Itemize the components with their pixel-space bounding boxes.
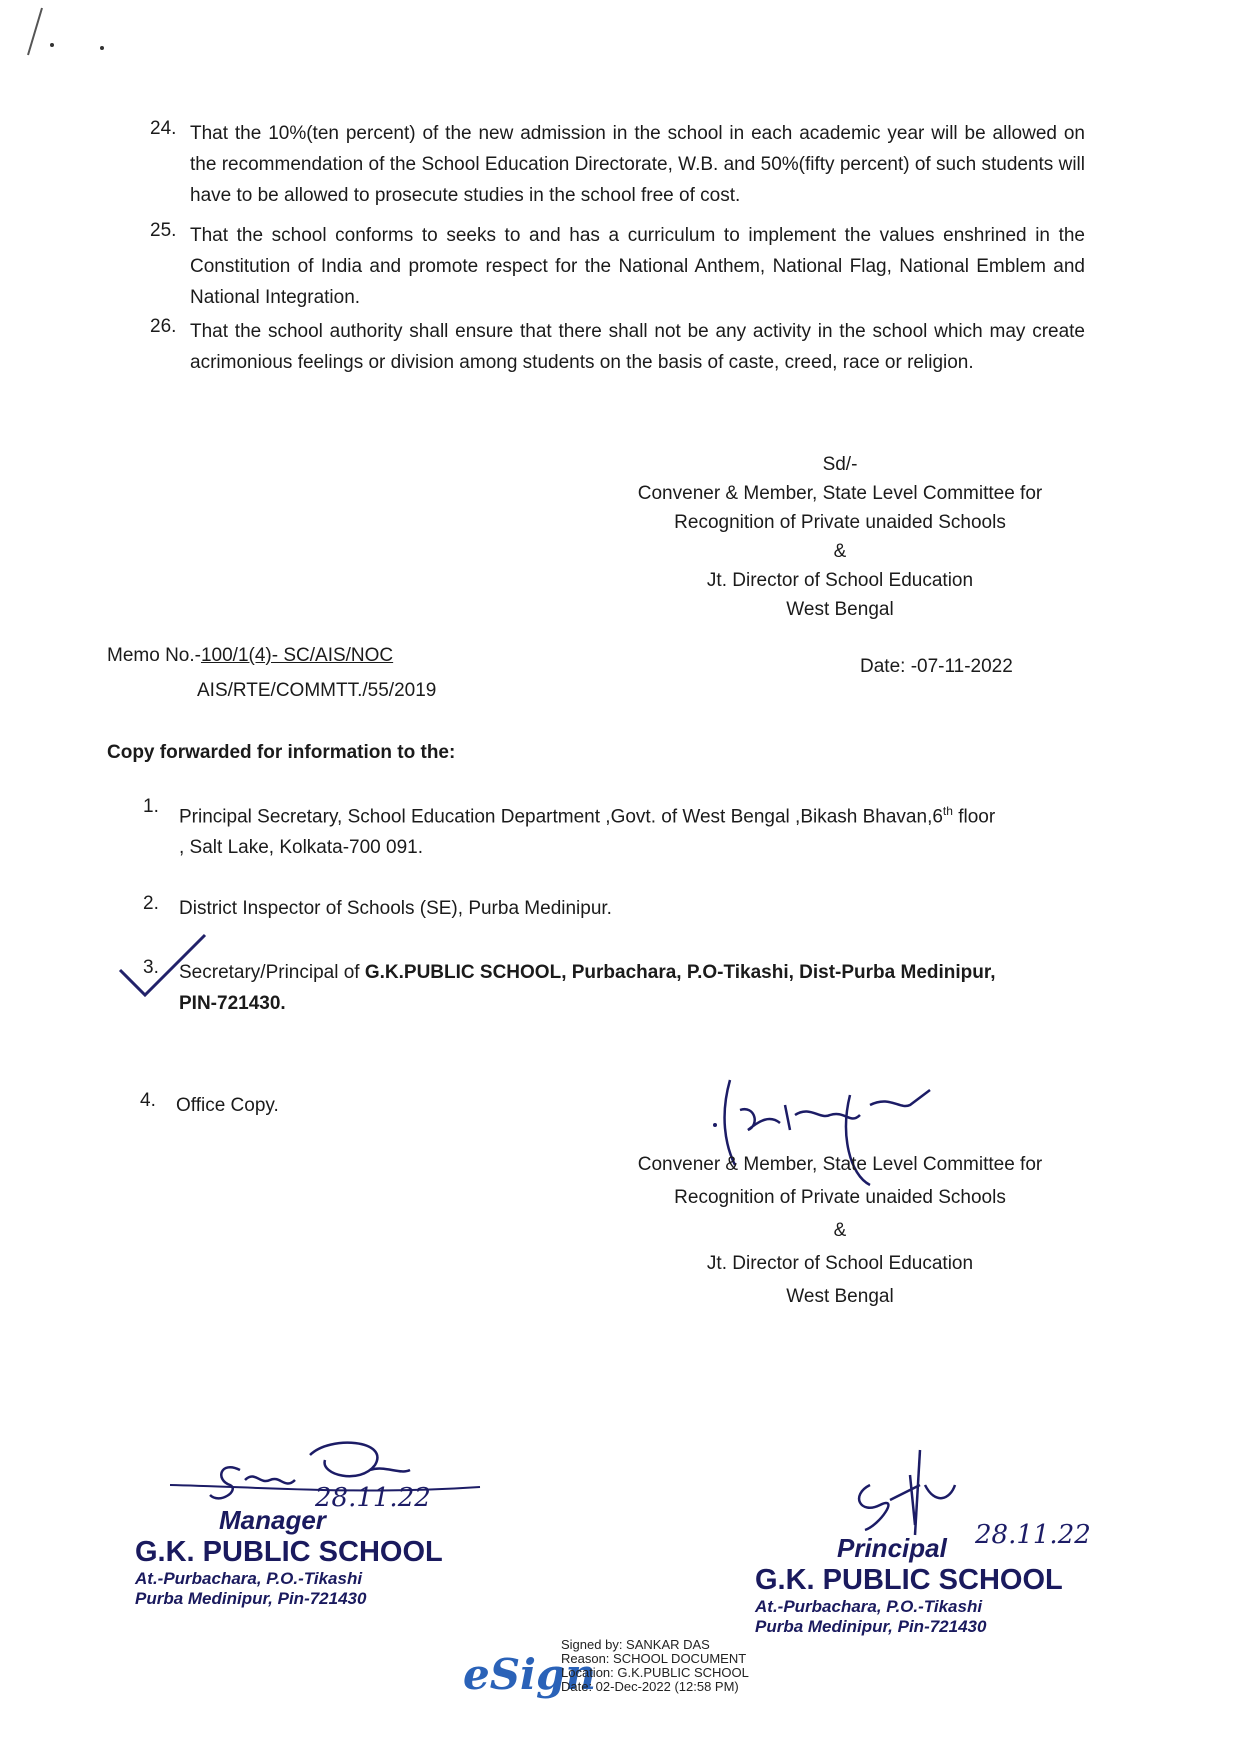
memo-prefix: Memo No.- xyxy=(107,645,201,666)
signatory-title-line2: Recognition of Private unaided Schools xyxy=(674,512,1006,533)
list-text-bold: G.K.PUBLIC SCHOOL, Purbachara, P.O-Tikashi, Dist-Purba Medinipur, xyxy=(364,962,996,983)
memo-ref: 100/1(4)- SC/AIS/NOC xyxy=(200,645,394,666)
memo-ref-line2: AIS/RTE/COMMTT./55/2019 xyxy=(197,680,437,701)
ampersand: & xyxy=(833,541,847,562)
ampersand: & xyxy=(833,1220,847,1241)
stamp-address1: At.-Purbachara, P.O.-Tikashi xyxy=(755,1597,983,1616)
manager-stamp xyxy=(135,1505,443,1609)
signatory-title-line1: Convener & Member, State Level Committee for xyxy=(637,483,1043,504)
memo-date: Date: -07-11-2022 xyxy=(860,656,1013,677)
list-text-lead: Secretary/Principal of xyxy=(179,962,365,983)
principal-stamp xyxy=(755,1533,1063,1637)
list-text-line2: , Salt Lake, Kolkata-700 091. xyxy=(179,837,423,859)
stamp-address1: At.-Purbachara, P.O.-Tikashi xyxy=(135,1569,363,1588)
list-text xyxy=(179,796,995,863)
clause-number: 24. xyxy=(150,118,177,139)
signatory-title-line3: Jt. Director of School Education xyxy=(706,570,974,591)
list-text xyxy=(179,957,1079,1019)
superscript: th xyxy=(942,804,953,818)
tick-mark xyxy=(115,930,225,1010)
list-text-line1: Principal Secretary, School Education Department ,Govt. of West Bengal ,Bikash Bhavan,6 xyxy=(179,806,943,828)
clause-text: That the school authority shall ensure that there shall not be any activity in the school which may create acrimonious feelings or division among students on the basis of caste, creed, race or religion. xyxy=(190,321,1085,373)
signatory-title-line2: Recognition of Private unaided Schools xyxy=(674,1187,1006,1208)
list-number: 1. xyxy=(143,796,159,817)
clause-text: That the school conforms to seeks to and has a curriculum to implement the values enshrined in the Constitution of India and promote respect for the National Anthem, National Flag, National Emblem and National Integration. xyxy=(190,225,1085,308)
esign-date: Date: 02-Dec-2022 (12:58 PM) xyxy=(561,1679,739,1694)
clause-number: 26. xyxy=(150,316,177,337)
list-text: Office Copy. xyxy=(176,1095,279,1116)
esign-reason: Reason: SCHOOL DOCUMENT xyxy=(561,1651,747,1666)
memo-number xyxy=(107,645,393,667)
signatory-block-bottom xyxy=(600,1150,1080,1311)
stamp-school: G.K. PUBLIC SCHOOL xyxy=(135,1536,443,1568)
stamp-address2: Purba Medinipur, Pin-721430 xyxy=(135,1589,367,1608)
list-text-floor: floor xyxy=(952,806,996,828)
esign-details xyxy=(561,1638,749,1694)
esign-logo: eSign xyxy=(463,1650,596,1699)
signatory-title-line4: West Bengal xyxy=(786,1286,894,1307)
list-number: 4. xyxy=(140,1090,156,1111)
list-number: 2. xyxy=(143,893,159,914)
esign-signed-by: Signed by: SANKAR DAS xyxy=(561,1637,710,1652)
list-text: District Inspector of Schools (SE), Purba Medinipur. xyxy=(179,898,612,919)
scan-mark xyxy=(0,0,120,70)
principal-handwritten-date: 28.11.22 xyxy=(975,1520,1091,1550)
copy-heading: Copy forwarded for information to the: xyxy=(107,742,456,763)
sd-mark: Sd/- xyxy=(822,454,858,475)
signatory-title-line3: Jt. Director of School Education xyxy=(706,1253,974,1274)
esign-location: Location: G.K.PUBLIC SCHOOL xyxy=(561,1665,749,1680)
clause-text: That the 10%(ten percent) of the new admission in the school in each academic year will be allowed on the recommendation of the School Education Directorate, W.B. and 50%(fifty percent) of such students will have to be allowed to prosecute studies in the school free of cost. xyxy=(190,123,1085,206)
list-number: 3. xyxy=(143,957,159,978)
principal-signature xyxy=(840,1445,970,1545)
signatory-title-line4: West Bengal xyxy=(786,599,894,620)
stamp-role: Manager xyxy=(219,1505,326,1535)
list-text-line2: PIN-721430. xyxy=(179,993,286,1014)
manager-handwritten-date: 28.11.22 xyxy=(315,1483,431,1513)
clause-number: 25. xyxy=(150,220,177,241)
signatory-block-top xyxy=(600,450,1080,624)
stamp-address2: Purba Medinipur, Pin-721430 xyxy=(755,1617,987,1636)
stamp-school: G.K. PUBLIC SCHOOL xyxy=(755,1564,1063,1596)
stamp-role: Principal xyxy=(837,1533,947,1563)
signatory-title-line1: Convener & Member, State Level Committee for xyxy=(637,1154,1043,1175)
